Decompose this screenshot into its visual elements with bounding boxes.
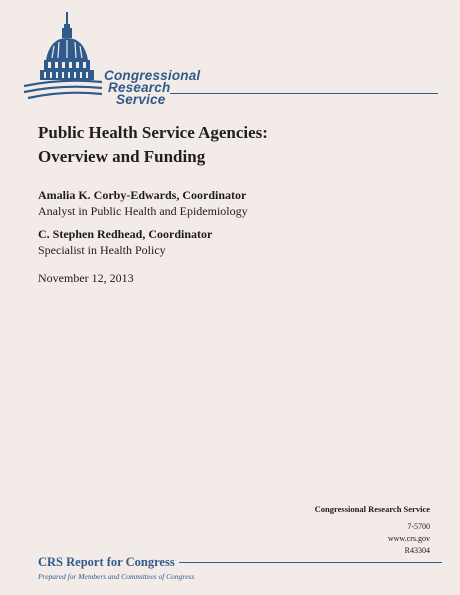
report-number: R43304 <box>404 546 430 555</box>
report-footer <box>38 553 442 581</box>
report-title-line-2: Overview and Funding <box>38 147 206 166</box>
author-1-name: Amalia K. Corby-Edwards, Coordinator <box>38 188 247 202</box>
logo-line-congressional: Congressional <box>104 68 201 83</box>
crs-info-block <box>315 503 430 557</box>
report-date: November 12, 2013 <box>38 271 134 285</box>
crs-org-name: Congressional Research Service <box>314 504 430 514</box>
crs-logo <box>22 8 222 107</box>
report-subtitle: Prepared for Members and Committees of Congress <box>38 572 195 581</box>
crs-report-label: CRS Report for Congress <box>38 555 179 570</box>
crs-phone: 7-5700 <box>407 522 430 531</box>
author-1 <box>38 187 438 219</box>
author-2-role: Specialist in Health Policy <box>38 243 166 257</box>
header-divider <box>170 93 438 94</box>
report-title-line-1: Public Health Service Agencies: <box>38 123 268 142</box>
logo-line-service: Service <box>116 92 166 107</box>
author-1-role: Analyst in Public Health and Epidemiology <box>38 204 248 218</box>
logo-line-research: Research <box>108 80 171 95</box>
crs-url: www.crs.gov <box>387 534 430 543</box>
report-title <box>38 121 438 169</box>
crs-logo-wordmark <box>104 70 200 106</box>
author-2-name: C. Stephen Redhead, Coordinator <box>38 227 213 241</box>
author-2 <box>38 226 438 258</box>
